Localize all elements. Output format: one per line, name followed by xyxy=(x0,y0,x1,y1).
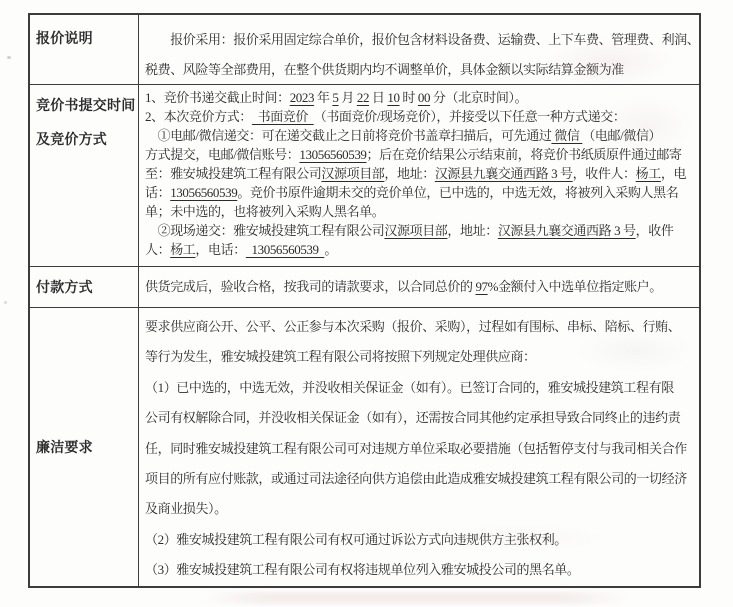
row-label-bid-submission xyxy=(30,85,139,267)
text-segment: 及商业损失）。 xyxy=(145,501,227,517)
text-line xyxy=(145,107,697,126)
underlined-fill-in-text: 13056560539 xyxy=(170,185,238,200)
text-segment: %金额付入中选单位指定账户。 xyxy=(487,279,662,294)
text-line xyxy=(145,464,697,494)
text-segment: ，电话： xyxy=(195,242,246,257)
text-segment: ①电邮/微信递交：可在递交截止之日前将竞价书盖章扫描后，可先通过 xyxy=(145,128,552,143)
text-line xyxy=(145,434,697,464)
text-segment: 项目的所有应付账款，或通过司法途径向供方追偿由此造成雅安城投建筑工程有限公司的一切经济 xyxy=(145,471,687,487)
text-segment: 年 xyxy=(314,90,333,105)
underlined-fill-in-text: 13056560539 xyxy=(245,242,325,257)
text-line xyxy=(145,55,697,85)
text-segment: （1）已中选的，中选无效，并没收相关保证金（如有）。已签订合同的，雅安城投建筑工程有限 xyxy=(145,379,674,395)
text-segment: 要求供应商公开、公平、公正参与本次采购（报价、采购），过程如有围标、串标、陪标、行贿、 xyxy=(145,319,681,334)
text-line xyxy=(145,240,697,259)
text-line xyxy=(145,164,697,183)
text-segment: 分（北京时间）。 xyxy=(430,90,528,105)
row-content-quotation-note xyxy=(139,15,699,85)
row-label-integrity-requirements xyxy=(30,308,139,586)
text-segment: （3）雅安城投建筑工程有限公司有权将违规单位列入雅安城投公司的黑名单。 xyxy=(145,562,580,578)
row-label-payment-method xyxy=(30,267,139,308)
text-line xyxy=(145,126,697,145)
text-line xyxy=(145,202,697,221)
underlined-fill-in-text: 杨工 xyxy=(635,166,661,181)
text-segment: ，地址： xyxy=(447,223,498,238)
row-content-bid-submission xyxy=(139,85,699,267)
text-segment: 单；未中选的，也将被列入采购人黑名单。 xyxy=(145,204,385,219)
text-segment: 人： xyxy=(145,242,171,257)
row-content-payment-method xyxy=(139,267,699,308)
row-label-text: 廉洁要求 xyxy=(36,441,93,456)
text-segment: （书面竞价/现场竞价），并接受以下任意一种方式递交： xyxy=(313,109,626,124)
text-segment: （2）雅安城投建筑工程有限公司有权可通过诉讼方式向违规供方主张权利。 xyxy=(145,531,567,547)
text-line xyxy=(145,342,697,372)
underlined-fill-in-text: 汉源项目部 xyxy=(321,166,385,181)
underlined-fill-in-text: 97 xyxy=(475,279,488,294)
text-segment: 等行为发生，雅安城投建筑工程有限公司将按照下列规定处理供应商： xyxy=(145,349,536,365)
scan-speck xyxy=(7,56,11,59)
row-label-text: 付款方式 xyxy=(36,281,93,296)
underlined-fill-in-text: 汉源县九襄交通西路 3 号 xyxy=(497,223,636,238)
text-segment: 方式提交，电邮/微信账号： xyxy=(145,147,300,162)
underlined-fill-in-text: 汉源项目部 xyxy=(384,223,448,238)
text-segment: 日 xyxy=(369,90,388,105)
text-line xyxy=(145,88,697,107)
text-line xyxy=(145,25,697,55)
text-line xyxy=(145,494,697,524)
text-segment: 。竞价书原件逾期未交的竞价单位，已中选的，中选无效，将被列入采购人黑名 xyxy=(237,185,679,200)
row-label-quotation-note xyxy=(30,15,139,85)
underlined-fill-in-text: 10 xyxy=(387,90,400,105)
row-label-text: 及竞价方式 xyxy=(36,133,107,148)
text-segment: 至：雅安城投建筑工程有限公司 xyxy=(145,166,322,181)
text-line xyxy=(145,145,697,164)
row-label-text: 竞价书提交时间 xyxy=(36,99,136,114)
procurement-terms-table xyxy=(28,13,701,588)
text-segment: 话： xyxy=(145,185,171,200)
underlined-fill-in-text: 微信 xyxy=(551,128,583,143)
text-segment: （电邮/微信） xyxy=(582,128,662,143)
text-line xyxy=(145,555,697,585)
text-line xyxy=(145,403,697,433)
underlined-fill-in-text: 汉源县九襄交通西路 3 号 xyxy=(434,166,573,181)
text-line xyxy=(145,373,697,403)
text-line xyxy=(145,278,697,296)
text-segment: ，收件 xyxy=(635,223,674,238)
text-segment: 月 xyxy=(338,90,357,105)
text-segment: 供货完成后，验收合格，按我司的请款要求，以合同总价的 xyxy=(145,279,476,294)
text-line xyxy=(145,221,697,240)
underlined-fill-in-text: 5 xyxy=(332,90,339,105)
underlined-fill-in-text: 13056560539 xyxy=(299,147,367,162)
row-content-integrity-requirements xyxy=(139,308,699,586)
text-segment: 报价采用：报价采用固定综合单价，报价包含材料设备费、运输费、上下车费、管理费、利润、 xyxy=(145,32,699,47)
text-segment: 2、本次竞价方式： xyxy=(145,109,252,124)
text-segment: 任，同时雅安城投建筑工程有限公司可对违规方单位采取必要措施（包括暂停支付与我司相关合作 xyxy=(145,440,687,456)
text-line xyxy=(145,312,697,342)
text-segment: 公司有权解除合同，并没收相关保证金（如有），还需按合同其他约定承担导致合同终止的违约责 xyxy=(145,410,681,426)
text-segment: ，电 xyxy=(660,166,687,181)
scan-speck xyxy=(4,301,7,304)
text-segment: 税费、风险等全部费用，在整个供货期内均不调整单价，具体金额以实际结算金额为准 xyxy=(145,62,624,77)
underlined-fill-in-text: 杨工 xyxy=(170,242,196,257)
text-segment: ，地址： xyxy=(384,166,435,181)
text-segment: ②现场递交：雅安城投建筑工程有限公司 xyxy=(145,223,385,238)
text-segment: 。 xyxy=(324,242,337,257)
text-line xyxy=(145,183,697,202)
underlined-fill-in-text: 00 xyxy=(417,90,431,105)
text-segment: ；后在竞价结果公示结束前，将竞价书纸质原件通过邮寄 xyxy=(366,147,682,162)
row-label-text: 报价说明 xyxy=(36,32,93,47)
text-segment: 1、竞价书递交截止时间： xyxy=(145,90,290,105)
underlined-fill-in-text: 22 xyxy=(356,90,370,105)
underlined-fill-in-text: 书面竞价 xyxy=(251,109,314,124)
scan-artifact xyxy=(200,592,630,604)
text-segment: 时 xyxy=(399,90,418,105)
text-segment: ，收件人： xyxy=(572,166,636,181)
underlined-fill-in-text: 2023 xyxy=(289,90,315,105)
text-line xyxy=(145,525,697,555)
